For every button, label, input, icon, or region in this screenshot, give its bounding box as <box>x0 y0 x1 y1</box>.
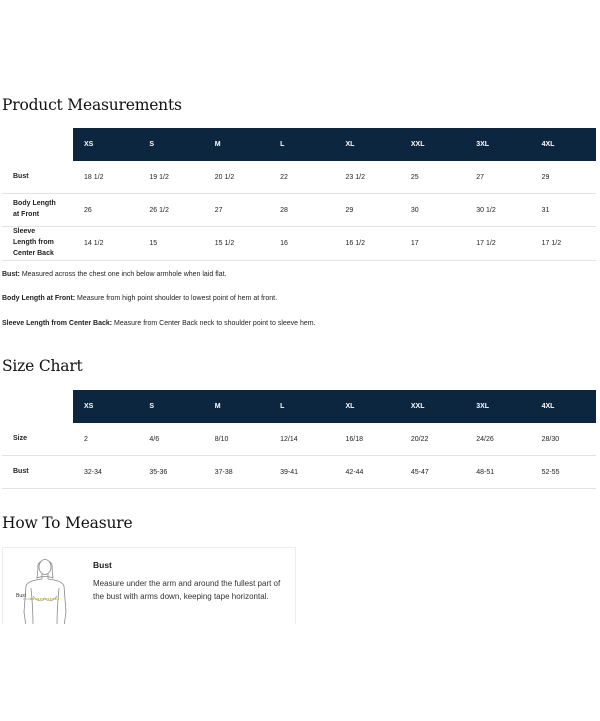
table-cell: 22 <box>269 161 334 194</box>
table-cell: 37-38 <box>204 456 269 489</box>
table-cell: 17 <box>400 227 465 261</box>
table-row-body-length <box>2 194 596 227</box>
table-cell: 32-34 <box>73 456 138 489</box>
size-chart-table <box>2 390 596 489</box>
size-header-xxl: XXL <box>400 390 465 423</box>
table-cell: 25 <box>400 161 465 194</box>
table-cell: 27 <box>204 194 269 227</box>
row-label-line: Sleeve <box>13 228 36 236</box>
table-cell: 30 1/2 <box>465 194 530 227</box>
note-term: Sleeve Length from Center Back: <box>2 320 113 327</box>
size-header-s: S <box>138 390 203 423</box>
table-cell: 45-47 <box>400 456 465 489</box>
table-cell: 12/14 <box>269 423 334 456</box>
row-label-line: Length from <box>13 239 54 247</box>
table-cell: 29 <box>531 161 596 194</box>
size-header-xs: XS <box>73 390 138 423</box>
row-label-size: Size <box>2 423 73 456</box>
table-cell: 28 <box>269 194 334 227</box>
table-cell: 26 <box>73 194 138 227</box>
product-measurements-table <box>2 128 596 261</box>
bust-measurement-figure-icon <box>13 554 77 624</box>
table-cell: 20/22 <box>400 423 465 456</box>
table-cell: 23 1/2 <box>335 161 400 194</box>
row-label-sleeve-length <box>2 227 73 261</box>
card-description: Measure under the arm and around the fullest part of the bust with arms down, keeping tape horizontal. <box>93 579 281 601</box>
table-cell: 14 1/2 <box>73 227 138 261</box>
size-header-4xl: 4XL <box>531 390 596 423</box>
table-cell: 48-51 <box>465 456 530 489</box>
note-text: Measure from Center Back neck to shoulder point to sleeve hem. <box>112 320 316 327</box>
row-label-bust: Bust <box>2 456 73 489</box>
card-title: Bust <box>93 560 112 570</box>
note-text: Measure from high point shoulder to lowest point of hem at front. <box>75 295 278 302</box>
figure-label: Bust <box>16 593 27 599</box>
size-header-l: L <box>269 390 334 423</box>
table-cell: 28/30 <box>531 423 596 456</box>
row-label-line: at Front <box>13 211 40 218</box>
table-cell: 19 1/2 <box>138 161 203 194</box>
note-bust <box>2 271 227 278</box>
table-cell: 42-44 <box>335 456 400 489</box>
table-cell: 4/6 <box>138 423 203 456</box>
table-cell: 17 1/2 <box>465 227 530 261</box>
note-term: Body Length at Front: <box>2 295 76 302</box>
table-header-row <box>2 128 596 161</box>
header-blank-cell <box>2 390 73 423</box>
table-cell: 18 1/2 <box>73 161 138 194</box>
measure-card-bust <box>2 547 296 624</box>
row-label-line: Bust <box>13 172 29 180</box>
table-cell: 29 <box>335 194 400 227</box>
table-cell: 35-36 <box>138 456 203 489</box>
row-label-body-length <box>2 194 73 227</box>
size-header-3xl: 3XL <box>465 390 530 423</box>
table-header-row <box>2 390 596 423</box>
table-cell: 20 1/2 <box>204 161 269 194</box>
size-header-m: M <box>204 390 269 423</box>
product-measurements-title: Product Measurements <box>2 96 182 114</box>
table-cell: 27 <box>465 161 530 194</box>
size-chart-title: Size Chart <box>2 357 83 375</box>
size-header-m: M <box>204 128 269 161</box>
header-blank-cell <box>2 128 73 161</box>
note-text: Measured across the chest one inch below armhole when laid flat. <box>19 271 227 278</box>
table-cell: 52-55 <box>531 456 596 489</box>
note-body-length <box>2 295 277 302</box>
row-label-line: Body Length <box>13 200 56 208</box>
table-row-size <box>2 423 596 456</box>
size-header-l: L <box>269 128 334 161</box>
note-sleeve-length <box>2 320 316 327</box>
table-row-sleeve-length <box>2 227 596 261</box>
table-cell: 39-41 <box>269 456 334 489</box>
size-header-xl: XL <box>335 128 400 161</box>
table-cell: 17 1/2 <box>531 227 596 261</box>
table-cell: 15 1/2 <box>204 227 269 261</box>
size-header-s: S <box>138 128 203 161</box>
size-header-4xl: 4XL <box>531 128 596 161</box>
table-row-bust <box>2 456 596 489</box>
how-to-measure-title: How To Measure <box>2 514 133 532</box>
size-header-xs: XS <box>73 128 138 161</box>
table-cell: 24/26 <box>465 423 530 456</box>
row-label-line: Center Back <box>13 249 54 257</box>
table-cell: 31 <box>531 194 596 227</box>
table-cell: 26 1/2 <box>138 194 203 227</box>
size-header-xxl: XXL <box>400 128 465 161</box>
table-cell: 16 <box>269 227 334 261</box>
size-header-3xl: 3XL <box>465 128 530 161</box>
row-label-bust <box>2 161 73 194</box>
table-row-bust <box>2 161 596 194</box>
table-cell: 16 1/2 <box>335 227 400 261</box>
table-cell: 30 <box>400 194 465 227</box>
size-header-xl: XL <box>335 390 400 423</box>
table-cell: 16/18 <box>335 423 400 456</box>
note-term: Bust: <box>2 271 20 278</box>
table-cell: 15 <box>138 227 203 261</box>
table-cell: 2 <box>73 423 138 456</box>
table-cell: 8/10 <box>204 423 269 456</box>
